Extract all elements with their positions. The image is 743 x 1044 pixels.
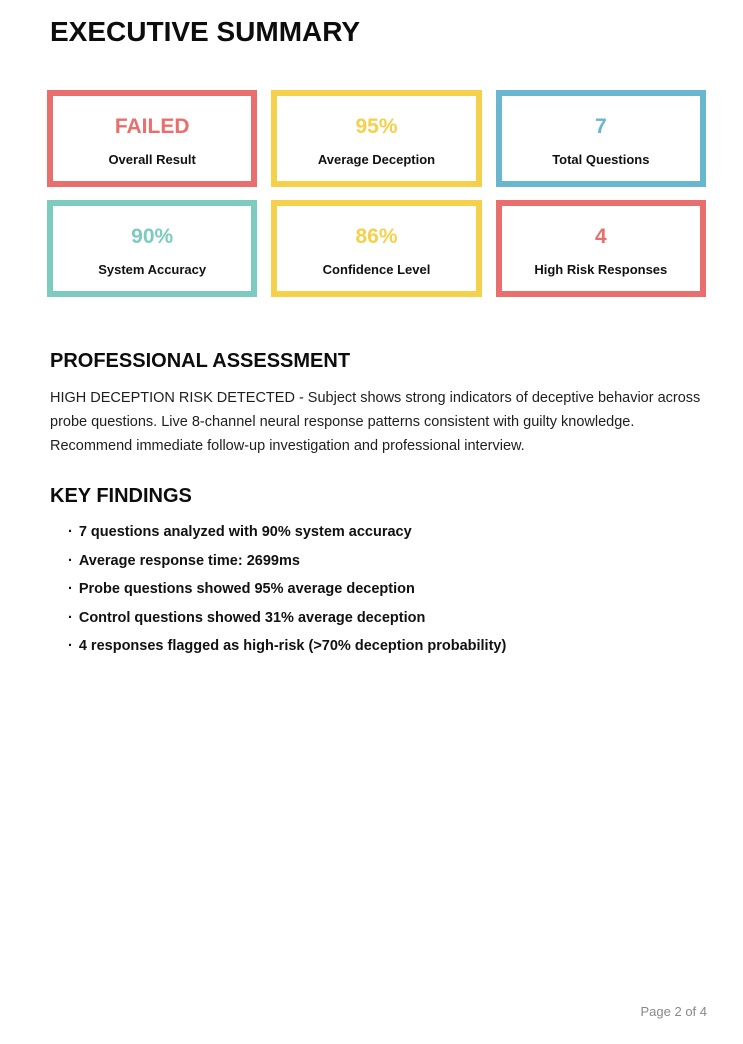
page-number: Page 2 of 4 [640,1004,707,1019]
findings-list [47,518,706,661]
finding-item: · Average response time: 2699ms [68,547,706,576]
stat-label: System Accuracy [98,261,207,277]
stat-label: Average Deception [317,151,436,167]
finding-item: · 7 questions analyzed with 90% system accuracy [68,518,706,547]
page-title: EXECUTIVE SUMMARY [50,16,361,47]
stat-label: Confidence Level [322,261,431,277]
stat-card [271,200,481,297]
stats-grid [47,90,706,297]
stat-card [271,90,481,187]
stat-value: FAILED [114,114,190,138]
stat-label: High Risk Responses [534,261,668,277]
stat-card [47,200,257,297]
findings-heading: KEY FINDINGS [50,485,192,507]
stat-card [496,200,706,297]
stat-value: 4 [594,224,607,248]
assessment-text: HIGH DECEPTION RISK DETECTED - Subject shows strong indicators of deceptive behavior across probe questions. Live 8-channel neural response patterns consistent with guilty knowledge. Recommend immediate follow-up investigation and professional interview. [50,390,701,454]
assessment-heading: PROFESSIONAL ASSESSMENT [50,350,351,372]
finding-item: · Probe questions showed 95% average deception [68,575,706,604]
stat-label: Overall Result [108,151,196,167]
stat-card [496,90,706,187]
stat-value: 86% [355,224,398,248]
stat-value: 90% [131,224,174,248]
stat-value: 7 [594,114,607,138]
stat-value: 95% [355,114,398,138]
finding-item: · Control questions showed 31% average deception [68,604,706,633]
stat-card [47,90,257,187]
finding-item: · 4 responses flagged as high-risk (>70% deception probability) [68,632,706,661]
stat-label: Total Questions [552,151,650,167]
